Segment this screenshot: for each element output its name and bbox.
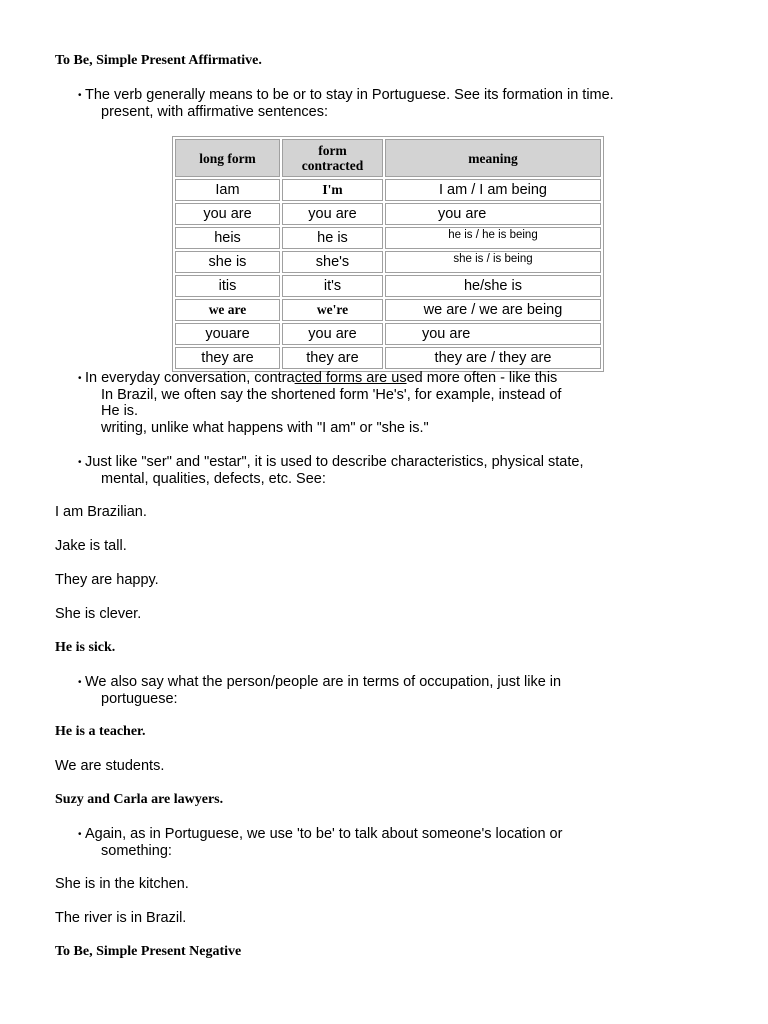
example-kitchen: She is in the kitchen. [55, 876, 189, 892]
cell-contracted: I'm [282, 179, 383, 201]
cell-contracted: they are [282, 347, 383, 369]
bullet-icon: • [78, 90, 82, 101]
intro-line-1: The verb generally means to be or to stay in Portuguese. See its formation in time. [85, 87, 614, 103]
occupation-line-2: portuguese: [101, 691, 178, 707]
bullet-icon: • [78, 457, 82, 468]
table-row [175, 323, 601, 345]
header-long-form: long form [175, 139, 280, 177]
bullet-icon: • [78, 829, 82, 840]
contracted-line-4: writing, unlike what happens with "I am" or "she is." [101, 420, 429, 436]
table-row [175, 179, 601, 201]
header-meaning: meaning [385, 139, 601, 177]
bullet-icon: • [78, 373, 82, 384]
cell-meaning: I am / I am being [385, 179, 601, 201]
table-row [175, 275, 601, 297]
table-row [175, 299, 601, 321]
header-form-line-1: form [318, 143, 347, 158]
cell-meaning: you are [385, 323, 601, 345]
example-students: We are students. [55, 758, 165, 774]
characteristics-line-1: Just like "ser" and "estar", it is used to describe characteristics, physical state, [85, 454, 584, 470]
contracted-line-3: He is. [101, 403, 139, 419]
cell-meaning: they are / they are [385, 347, 601, 369]
contracted-line-1-underlined: cted forms are us [294, 370, 407, 386]
cell-long-form: they are [175, 347, 280, 369]
cell-long-form: she is [175, 251, 280, 273]
example-jake-tall: Jake is tall. [55, 538, 127, 554]
contracted-line-1-a: In everyday conversation, contra [85, 370, 295, 386]
cell-long-form: you are [175, 203, 280, 225]
occupation-line-1: We also say what the person/people are in terms of occupation, just like in [85, 674, 562, 690]
cell-long-form: we are [175, 299, 280, 321]
bullet-icon: • [78, 677, 82, 688]
cell-contracted: you are [282, 323, 383, 345]
example-she-clever: She is clever. [55, 606, 142, 622]
example-he-sick: He is sick. [55, 640, 116, 655]
example-teacher: He is a teacher. [55, 724, 146, 739]
cell-contracted: we're [282, 299, 383, 321]
location-line-1: Again, as in Portuguese, we use 'to be' to talk about someone's location or [85, 826, 563, 842]
contracted-line-1-b: ed more often - like this [406, 370, 558, 386]
location-line-2: something: [101, 843, 172, 859]
example-they-happy: They are happy. [55, 572, 159, 588]
example-lawyers: Suzy and Carla are lawyers. [55, 792, 224, 807]
table-row [175, 227, 601, 249]
contracted-line-2: In Brazil, we often say the shortened form 'He's', for example, instead of [101, 387, 562, 403]
characteristics-line-2: mental, qualities, defects, etc. See: [101, 471, 326, 487]
cell-long-form: youare [175, 323, 280, 345]
cell-meaning: we are / we are being [385, 299, 601, 321]
example-river: The river is in Brazil. [55, 910, 187, 926]
table-header-row [175, 139, 601, 177]
cell-meaning: you are [385, 203, 601, 225]
cell-contracted: you are [282, 203, 383, 225]
cell-contracted: he is [282, 227, 383, 249]
cell-long-form: heis [175, 227, 280, 249]
example-brazilian: I am Brazilian. [55, 504, 147, 520]
header-form-contracted [282, 139, 383, 177]
cell-long-form: itis [175, 275, 280, 297]
table-row [175, 347, 601, 369]
heading-negative: To Be, Simple Present Negative [55, 944, 242, 959]
contracted-line-1 [85, 370, 557, 387]
table-row [175, 251, 601, 273]
cell-meaning: she is / is being [385, 251, 601, 273]
cell-meaning: he is / he is being [385, 227, 601, 249]
cell-contracted: it's [282, 275, 383, 297]
conjugation-table [172, 136, 604, 372]
cell-long-form: Iam [175, 179, 280, 201]
heading-affirmative: To Be, Simple Present Affirmative. [55, 53, 262, 68]
intro-line-2: present, with affirmative sentences: [101, 104, 329, 120]
cell-meaning: he/she is [385, 275, 601, 297]
header-form-line-2: contracted [301, 158, 364, 173]
table-row [175, 203, 601, 225]
cell-contracted: she's [282, 251, 383, 273]
